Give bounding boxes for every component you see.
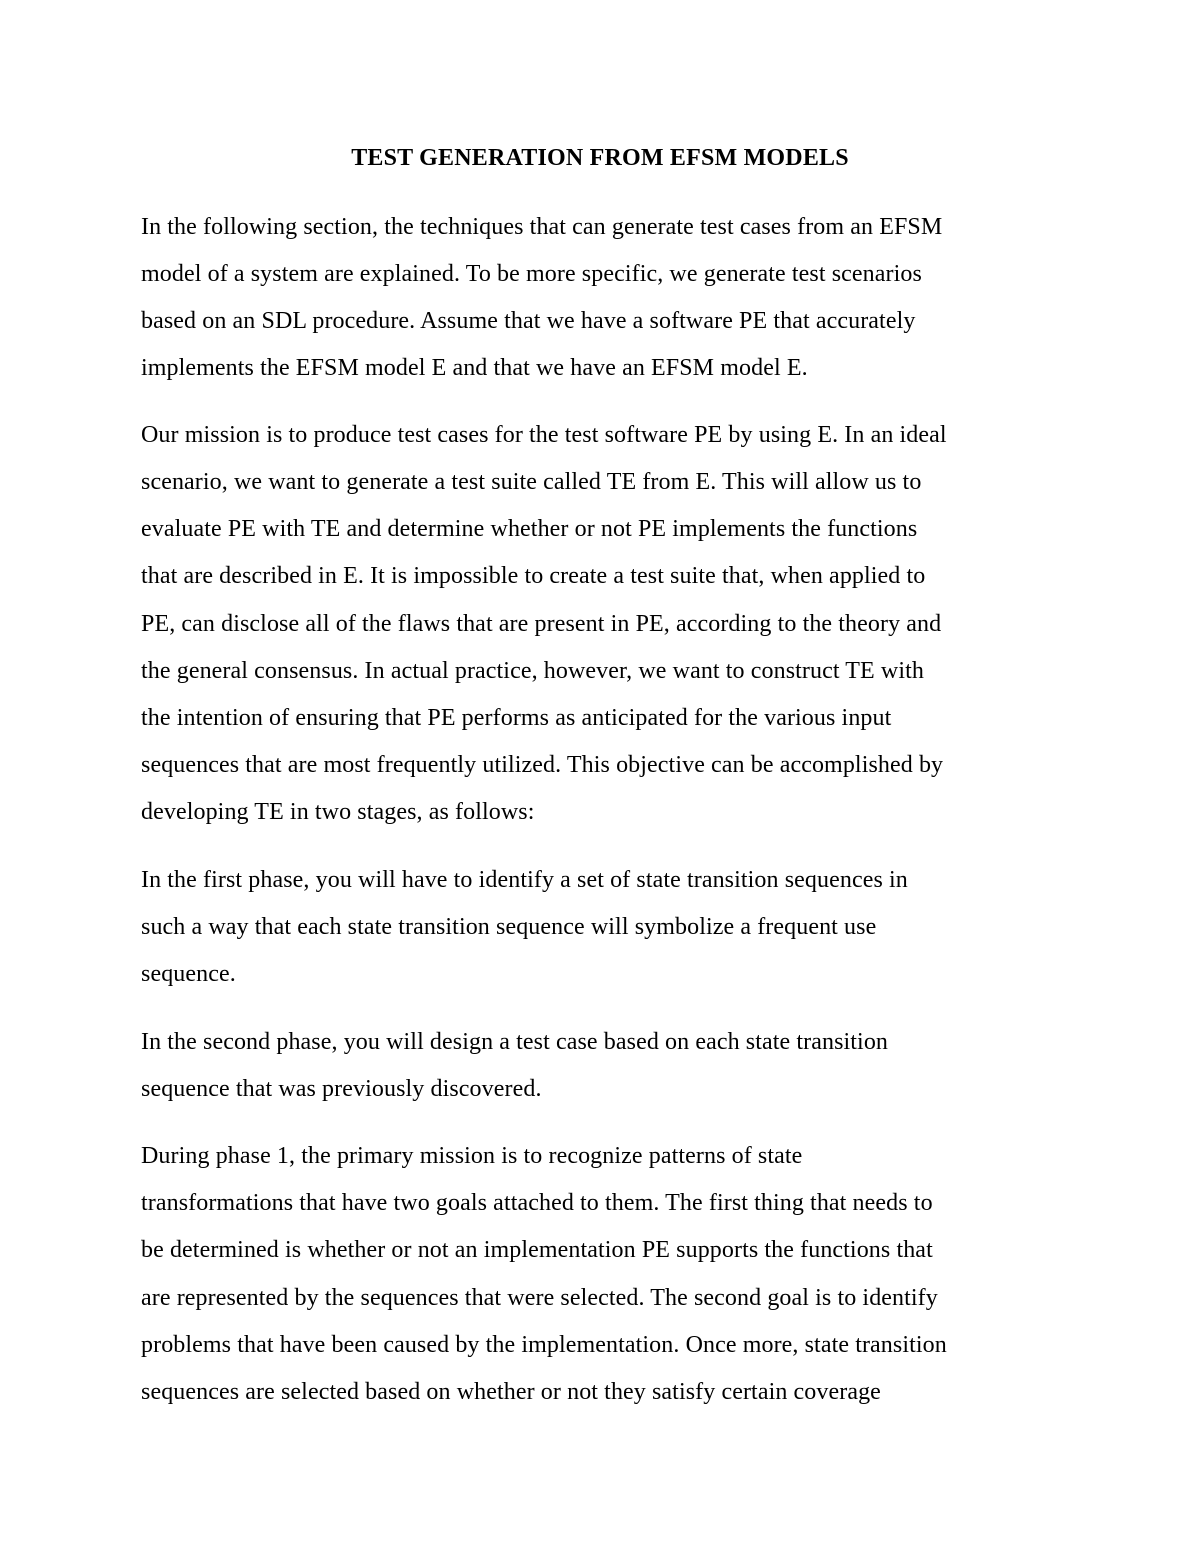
paragraph-3-line-1: In the first phase, you will have to identify a set of state transition sequences in <box>141 867 908 893</box>
paragraph-3-line-2: such a way that each state transition sequence will symbolize a frequent use <box>141 914 877 940</box>
paragraph-2-line-4: that are described in E. It is impossible to create a test suite that, when applied to <box>141 563 926 589</box>
paragraph-1-line-1: In the following section, the techniques that can generate test cases from an EFSM <box>141 214 943 240</box>
paragraph-2-line-8: sequences that are most frequently utilized. This objective can be accomplished by <box>141 752 944 778</box>
paragraph-5-line-1: During phase 1, the primary mission is to recognize patterns of state <box>141 1143 803 1169</box>
paragraph-5-line-4: are represented by the sequences that were selected. The second goal is to identify <box>141 1285 938 1311</box>
paragraph-1-line-3: based on an SDL procedure. Assume that we have a software PE that accurately <box>141 308 916 334</box>
paragraph-1-line-4: implements the EFSM model E and that we have an EFSM model E. <box>141 355 808 381</box>
paragraph-2-line-1: Our mission is to produce test cases for the test software PE by using E. In an ideal <box>141 422 947 448</box>
paragraph-2-line-7: the intention of ensuring that PE performs as anticipated for the various input <box>141 705 892 731</box>
paragraph-4-line-2: sequence that was previously discovered. <box>141 1076 542 1102</box>
paragraph-5-line-5: problems that have been caused by the implementation. Once more, state transition <box>141 1332 947 1358</box>
paragraph-2-line-9: developing TE in two stages, as follows: <box>141 799 535 825</box>
paragraph-1-line-2: model of a system are explained. To be more specific, we generate test scenarios <box>141 261 922 287</box>
paragraph-2-line-3: evaluate PE with TE and determine whether or not PE implements the functions <box>141 516 918 542</box>
paragraph-5-line-2: transformations that have two goals attached to them. The first thing that needs to <box>141 1190 933 1216</box>
document-title: TEST GENERATION FROM EFSM MODELS <box>351 145 849 171</box>
paragraph-5-line-6: sequences are selected based on whether or not they satisfy certain coverage <box>141 1379 881 1405</box>
paragraph-2-line-2: scenario, we want to generate a test suite called TE from E. This will allow us to <box>141 469 922 495</box>
paragraph-2-line-6: the general consensus. In actual practice, however, we want to construct TE with <box>141 658 924 684</box>
paragraph-5-line-3: be determined is whether or not an implementation PE supports the functions that <box>141 1237 933 1263</box>
paragraph-4-line-1: In the second phase, you will design a test case based on each state transition <box>141 1029 889 1055</box>
paragraph-2-line-5: PE, can disclose all of the flaws that are present in PE, according to the theory and <box>141 611 942 637</box>
paragraph-3-line-3: sequence. <box>141 961 236 987</box>
